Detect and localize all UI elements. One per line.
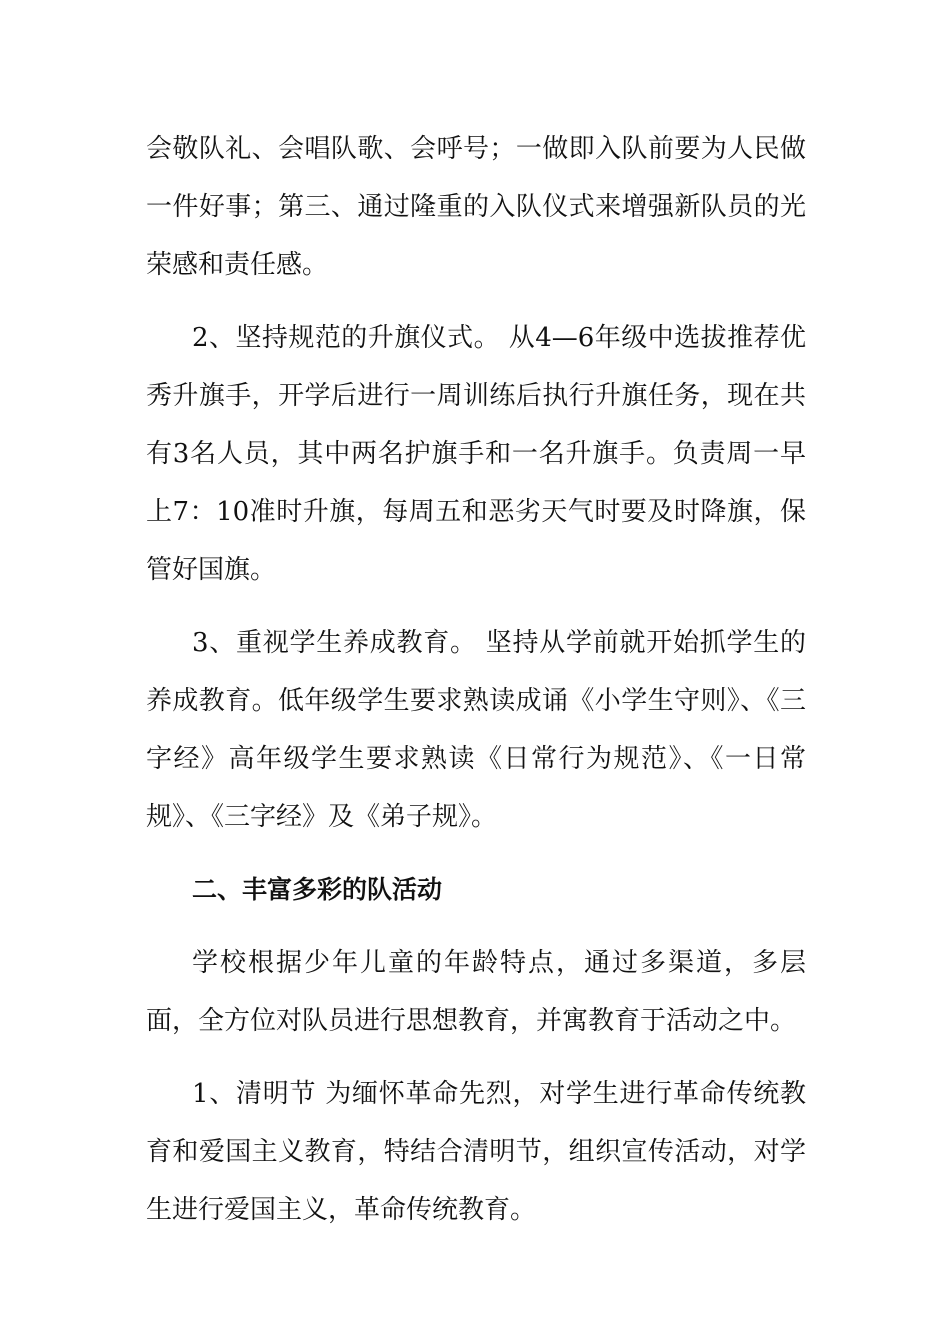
paragraph-flag-ceremony: 2、坚持规范的升旗仪式。 从4—6年级中选拔推荐优秀升旗手，开学后进行一周训练后执行升旗任务，现在共有3名人员，其中两名护旗手和一名升旗手。负责周一早上7：10准时升旗，每周五和恶劣天气时要及时降旗，保管好国旗。 [146, 323, 806, 585]
paragraph-activities-intro: 学校根据少年儿童的年龄特点，通过多渠道，多层面，全方位对队员进行思想教育，并寓教育于活动之中。 [146, 948, 806, 1036]
paragraph-habit-education: 3、重视学生养成教育。 坚持从学前就开始抓学生的养成教育。低年级学生要求熟读成诵《小学生守则》、《三字经》高年级学生要求熟读《日常行为规范》、《一日常规》、《三字经》及《弟子规》。 [146, 628, 806, 832]
section-heading: 二、丰富多彩的队活动 [192, 875, 443, 904]
paragraph-continuation: 会敬队礼、会唱队歌、会呼号；一做即入队前要为人民做一件好事；第三、通过隆重的入队仪式来增强新队员的光荣感和责任感。 [146, 134, 806, 280]
document-body [146, 120, 806, 1254]
paragraph-qingming: 1、清明节 为缅怀革命先烈，对学生进行革命传统教育和爱国主义教育，特结合清明节，组织宣传活动，对学生进行爱国主义，革命传统教育。 [146, 1079, 806, 1225]
